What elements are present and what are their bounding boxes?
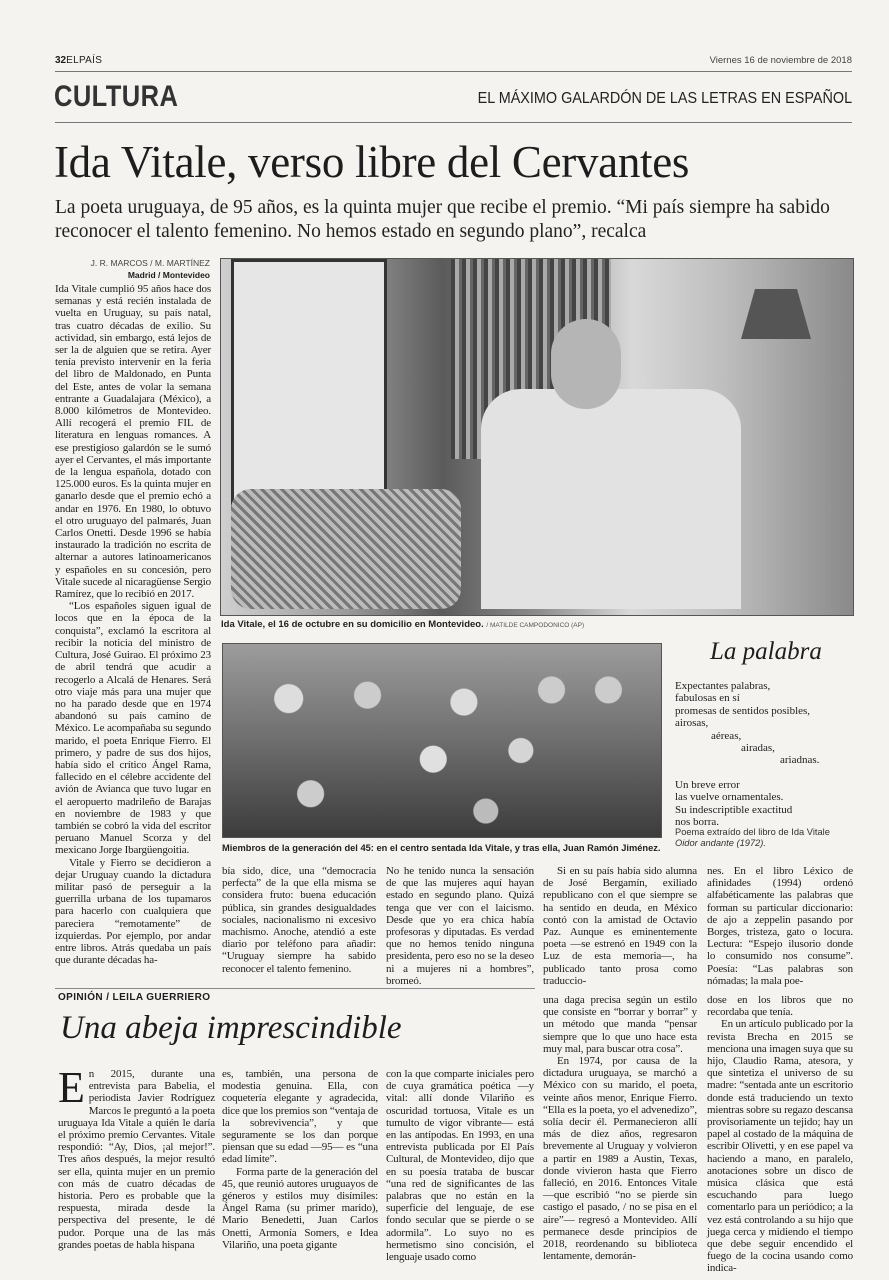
top-rule [55,71,852,72]
dateline: Madrid / Montevideo [127,270,210,280]
opinion-column-3 [386,1068,534,1263]
article-column-4 [543,865,697,987]
article-column-3 [386,865,534,987]
poem-line: fabulosas en sí [675,692,740,705]
drop-cap: E [58,1063,85,1112]
photo-generacion-45 [222,643,662,838]
paragraph: Ida Vitale cumplió 95 años hace dos semanas y está recién instalada de vuelta en Uruguay, su país natal, tras cuatro décadas de exilio. Su actividad, sin embargo, está lejos de ser la de alguien que se retira. Ayer tenía previsto intervenir en la feria del libro de Maldonado, en Punta del Este, antes de volar la semana entrante a Guadalajara (México), a 8.000 kilómetros de Montevideo. Allí recogerá el premio FIL de literatura en lenguas romances. A ese prestigioso galardón se le sumó ayer el Cervantes, el más importante de la lengua española, dotado con 125.000 euros. Es la quinta mujer en ganarlo desde que el premio echó a andar en 1976. En 1980, lo obtuvo el otro uruguayo del palmarés, Juan Carlos Onetti. Desde 1996 se había instaurado la tradición no escrita de alternar a autores latinoamericanos y españoles en su concesión, pero Vitale sucede al nicaragüense Sergio Ramírez, que lo recibió en 2017. [55,283,211,601]
paragraph: Vitale y Fierro se decidieron a dejar Uruguay cuando la dictadura militar pasó de perseguir a la guerrilla urbana de los tupamaros para hacerlo con cualquiera que pareciera “remotamente” de izquierdas. Por ejemplo, por andar entre libros. Atrás quedaba un país que durante décadas ha- [55,856,211,967]
lamp-shape [741,289,811,339]
poem-line: airadas, [741,742,775,755]
paper-name: ELPAÍS [66,55,103,66]
poem-source [675,827,855,849]
photo2-caption: Miembros de la generación del 45: en el centro sentada Ida Vitale, y tras ella, Juan Ramón Jiménez. [222,843,661,853]
headline: Ida Vitale, verso libre del Cervantes [54,137,690,187]
paragraph: No he tenido nunca la sensación de que las mujeres aquí hayan estado en segundo plano. Quizá tenga que ver con el laicismo. Desde que yo era chica había profesoras y diputadas. Es verdad que no hemos tenido ninguna presidenta, pero eso no se la deseo ni a mujeres ni a hombres”, bromeó. [386,865,534,987]
paragraph: bía sido, dice, una “democracia perfecta” de la que ella misma se considera fruto: buena educación pública, sin grandes desigualdades sociales, nacionalismo ni excesivo machismo. Anoche, atendió a este diario por teléfono para añadir: “Uruguay siempre ha sabido reconocer el talento femenino. [222,865,376,975]
poem-line: promesas de sentidos posibles, [675,704,811,717]
poem-line: nos borra. [675,816,719,829]
poem-line: las vuelve ornamentales. [675,791,784,804]
armchair-shape [481,389,741,609]
group-figures [223,664,661,837]
section-kicker: EL MÁXIMO GALARDÓN DE LAS LETRAS EN ESPAÑOL [477,90,852,107]
opinion-column-1 [58,1063,215,1251]
paragraph: con la que comparte iniciales pero de cuya gramática poética —y vital: allí donde Vilariño es oscuridad tortuosa, Vitale es un tumulto de vigor vibrante— está en las antípodas. En 1993, en una entrevista publicada por El País Cultural, de Montevideo, dijo que en su poesía trataba de buscar “una red de significantes de las palabras que no están en la superficie del lenguaje, de ese fondo secular que se pierde o se adormila”. Lo suyo no es hermetismo sino concisión, el lenguaje usado como [386,1068,534,1264]
poem-source-book: Oidor andante (1972). [675,838,766,848]
paragraph: En 1974, por causa de la dictadura uruguaya, se marchó a México con su marido, el poeta, veinte años menor, Enrique Fierro. “Ella es la poeta, yo el advenedizo”, solía decir él. Permanecieron allí más de diez años, regresaron brevemente al Uruguay y volvieron a partir en 1989 a Austin, Texas, donde vivieron hasta que Fierro falleció, en 2016. Entonces Vitale —que escribió “no se pierde sin castigo el pasado, / no se pisa en el aire”— regresó a Montevideo. Allí permanece desde principios de 2018, reordenando su biblioteca lentamente, demorán- [543,1055,697,1263]
sidebar-title: La palabra [710,638,822,665]
section-rule [55,122,852,123]
article-column-1 [55,283,211,966]
caption-text: Ida Vitale, el 16 de octubre en su domicilio en Montevideo. [221,619,484,630]
poem [675,680,855,828]
paragraph: nes. En el libro Léxico de afinidades (1994) ordenó alfabéticamente las palabras que forman su particular diccionario: de ajo a zeppelin pasando por Borges, tristeza, gato o locura. Lectura: “Espejo ilusorio donde lo consumido nos consume”. Poesía: “Las palabras son nómadas; la mala poe- [707,865,853,987]
paragraph: es, también, una persona de modestia genuina. Ella, con coquetería elegante y agradecida, dice que los premios son “ventaja de la sobrevivencia”, y que seguramente se los dan porque piensan que su edad —95— es “una edad límite”. [222,1068,378,1166]
portrait-figure [551,319,621,409]
byline: J. R. MARCOS / M. MARTÍNEZ [90,258,210,268]
opinion-rule [55,988,535,989]
opinion-label: OPINIÓN / LEILA GUERRIERO [58,992,211,1003]
cushions-shape [231,489,461,609]
paragraph: En un artículo publicado por la revista Brecha en 2015 se menciona una imagen suya que su hijo, Claudio Rama, atesora, y que sintetiza el universo de su madre: “sentada ante un escritorio donde está traduciendo un texto mientras sobre su regazo descansa provisoriamente un tejido; hay un papel al costado de la máquina de escribir Olivetti, y en ese papel va haciendo a mano, en paralelo, anotaciones sobre un disco de música clásica que está escuchando para luego comentarlo para un periódico; a la vez está controlando a su hijo que juega cerca y midiendo el tiempo que debe seguir encendido el fuego de la cocina usando como indica- [707,1018,853,1275]
window-shape [231,259,387,515]
section-name: CULTURA [54,80,179,113]
opinion-title: Una abeja imprescindible [60,1010,402,1046]
paragraph-text: n 2015, durante una entrevista para Babelia, el periodista Javier Rodríguez Marcos le preguntó a la poeta uruguaya Ida Vitale a quién le daría el próximo premio Cervantes. Vitale respondió: “Ay, Dios, ¡al mejor!”. Tres años después, la mejor resultó ser ella, quinta mujer en un premio con más de cuatro décadas de historia. Pero es probable que la respuesta, mirada desde la perspectiva del presente, le dé pudor. Porque una de las más grandes poetas de habla hispana [58,1068,215,1251]
issue-date: Viernes 16 de noviembre de 2018 [709,55,852,66]
paragraph: Forma parte de la generación del 45, que reunió autores uruguayos de géneros y estilos muy disímiles: Ángel Rama (su primer marido), Mario Benedetti, Juan Carlos Onetti, Armonía Somers, e Idea Vilariño, una poeta gigante [222,1165,378,1251]
poem-line: ariadnas. [780,754,820,767]
poem-source-note: Poema extraído del libro de Ida Vitale [675,827,830,837]
poem-line: Un breve error [675,778,740,791]
opinion-column-4 [543,994,697,1262]
stanza-gap [675,767,855,779]
photo1-caption [221,619,584,630]
opinion-column-2 [222,1068,378,1251]
article-column-5 [707,865,853,987]
photo-ida-vitale-home [220,258,854,616]
subhead: La poeta uruguaya, de 95 años, es la quinta mujer que recibe el premio. “Mi país siempre ha sabido reconocer el talento femenino. No hemos estado en segundo plano”, recalca [55,197,830,242]
poem-line: Su indescriptible exactitud [675,803,793,816]
photo-credit: / MATILDE CAMPODONICO (AP) [486,622,585,629]
article-column-2 [222,865,376,975]
poem-line: aéreas, [711,729,742,742]
paragraph: dose en los libros que no recordaba que tenía. [707,994,853,1019]
poem-line: Expectantes palabras, [675,680,771,692]
paragraph: “Los españoles siguen igual de locos que en la época de la conquista”, exclamó la escritora al recibir la noticia del ministro de Cultura, José Guirao. El próximo 23 de abril tendrá que acudir a recogerlo a Alcalá de Henares. Será otro viaje más para una mujer que no ha parado desde que en 1974 abandonó su país camino de México. Le acompañaba su segundo marido, el poeta Enrique Fierro. El primero, y padre de sus dos hijos, había sido el crítico Ángel Rama, fallecido en el célebre accidente del avión de Avianca que tuvo lugar en el aeropuerto madrileño de Barajas en noviembre de 1983 y que también se cobró la vida del escritor peruano Manuel Scorza y del mexicano Jorge Ibargüengoitia. [55,600,211,857]
paragraph [58,1063,215,1251]
paragraph: una daga precisa según un estilo que consiste en “borrar y borrar” y un método que manda “pensar siempre que lo que uno hace esta muy mal, para buscar otra cosa”. [543,994,697,1055]
poem-line: airosas, [675,717,709,730]
page-number: 32 [55,55,67,66]
page-folio [55,55,102,66]
paragraph: Si en su país había sido alumna de José Bergamín, exiliado republicano con el que siempre se ha sentido en deuda, en México contó con la amistad de Octavio Paz. Aunque es eminentemente poeta —se estrenó en 1949 con la Luz de esta memoria—, ha publicado tanto prosa como traduccio- [543,865,697,987]
opinion-column-5 [707,994,853,1275]
